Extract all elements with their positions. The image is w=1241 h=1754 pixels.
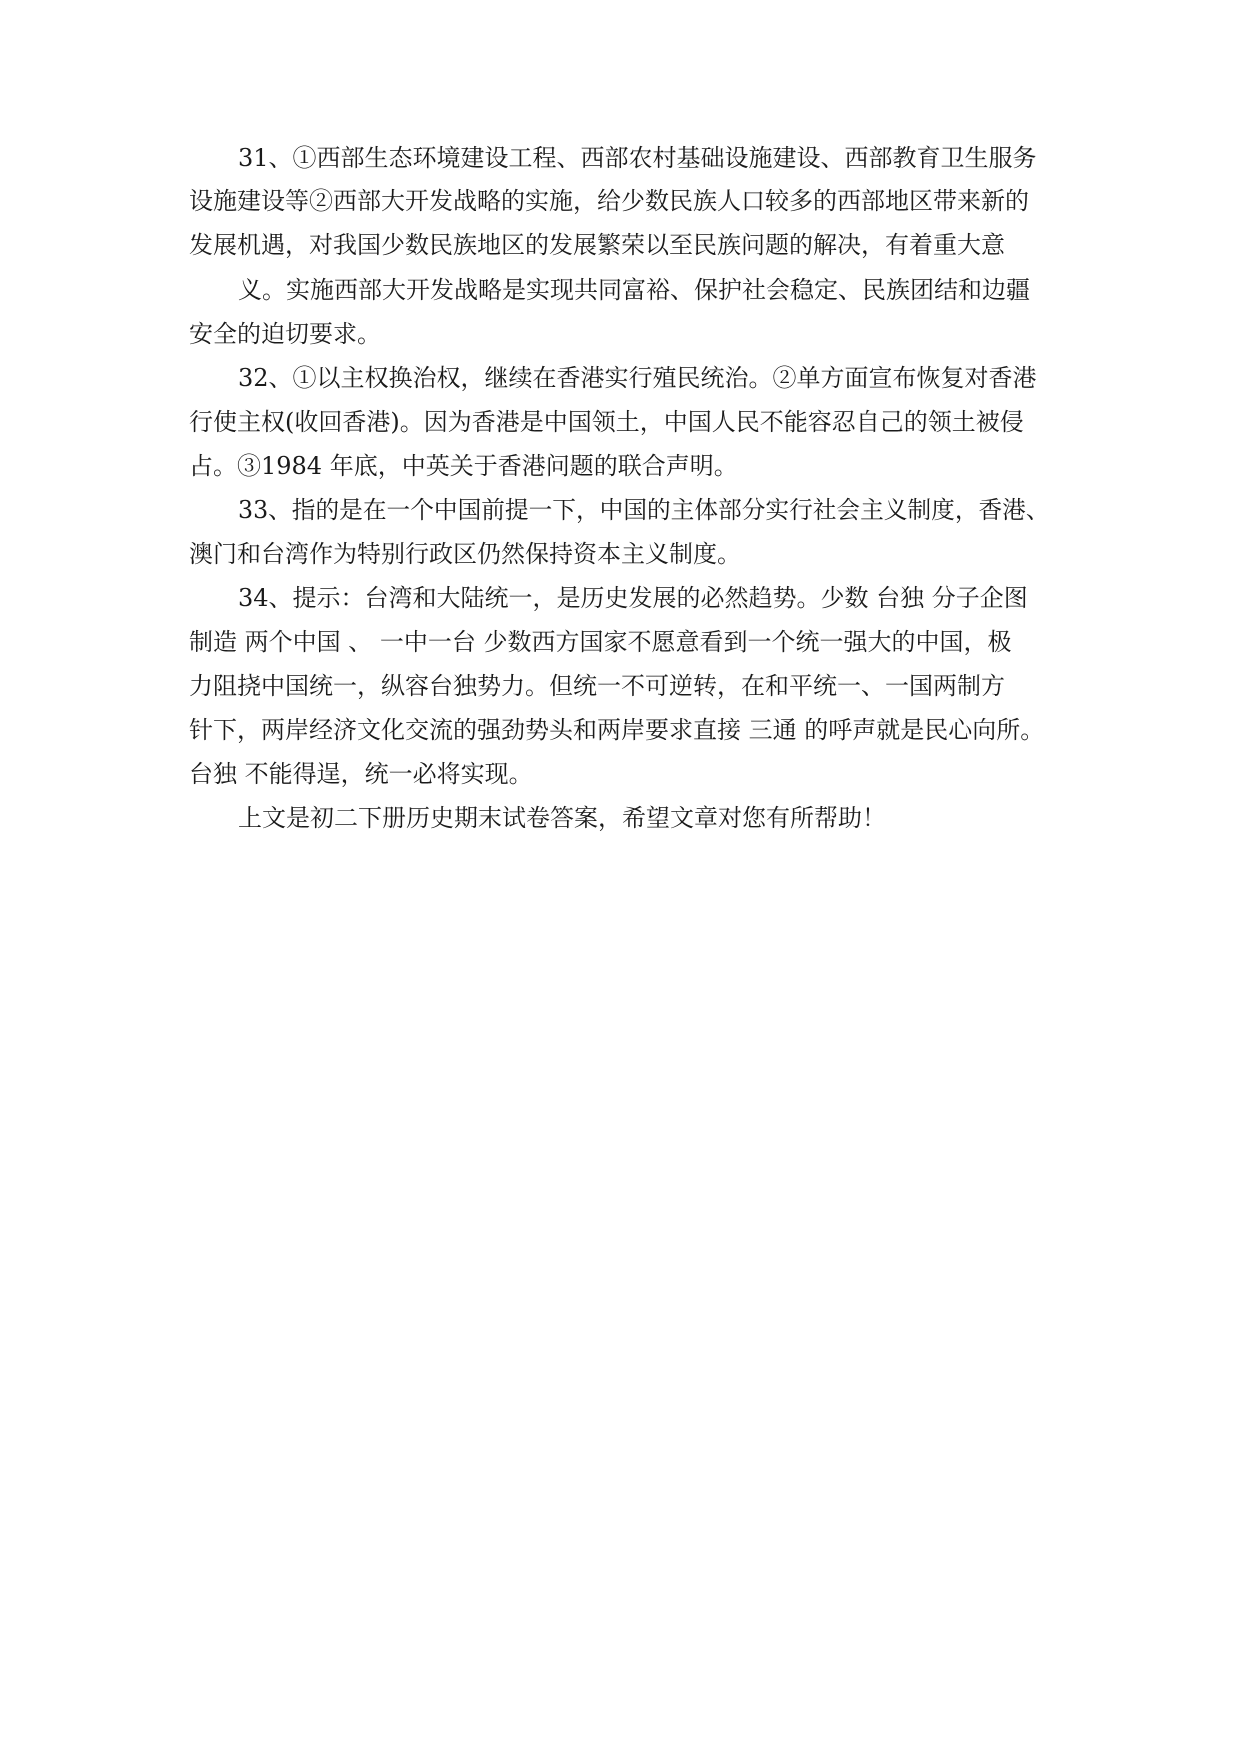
- answer-32-line-1: 32、①以主权换治权，继续在香港实行殖民统治。②单方面宣布恢复对香港: [238, 364, 1037, 392]
- answer-31-line-2: 设施建设等②西部大开发战略的实施，给少数民族人口较多的西部地区带来新的: [189, 187, 1029, 215]
- answer-34-line-2: 制造 两个中国 、 一中一台 少数西方国家不愿意看到一个统一强大的中国，极: [189, 628, 1012, 656]
- answer-32-line-3: 占。③1984 年底，中英关于香港问题的联合声明。: [189, 452, 738, 480]
- answer-33-line-2: 澳门和台湾作为特别行政区仍然保持资本主义制度。: [189, 540, 741, 568]
- answer-34-line-1: 34、提示：台湾和大陆统一，是历史发展的必然趋势。少数 台独 分子企图: [238, 584, 1028, 612]
- answer-31-line-3: 发展机遇，对我国少数民族地区的发展繁荣以至民族问题的解决，有着重大意: [189, 231, 1005, 259]
- answer-31-line-4: 义。实施西部大开发战略是实现共同富裕、保护社会稳定、民族团结和边疆: [238, 276, 1030, 304]
- answer-34-line-3: 力阻挠中国统一，纵容台独势力。但统一不可逆转，在和平统一、一国两制方: [189, 672, 1005, 700]
- closing-line: 上文是初二下册历史期末试卷答案，希望文章对您有所帮助！: [238, 804, 886, 832]
- answer-34-line-4: 针下，两岸经济文化交流的强劲势头和两岸要求直接 三通 的呼声就是民心向所。: [189, 716, 1045, 744]
- answer-31-line-1: 31、①西部生态环境建设工程、西部农村基础设施建设、西部教育卫生服务: [238, 144, 1037, 172]
- answer-31-line-5: 安全的迫切要求。: [189, 320, 381, 348]
- answer-33-line-1: 33、指的是在一个中国前提一下，中国的主体部分实行社会主义制度，香港、: [238, 496, 1050, 524]
- answer-32-line-2: 行使主权(收回香港)。因为香港是中国领土，中国人民不能容忍自己的领土被侵: [189, 408, 1024, 436]
- answer-34-line-5: 台独 不能得逞，统一必将实现。: [189, 760, 533, 788]
